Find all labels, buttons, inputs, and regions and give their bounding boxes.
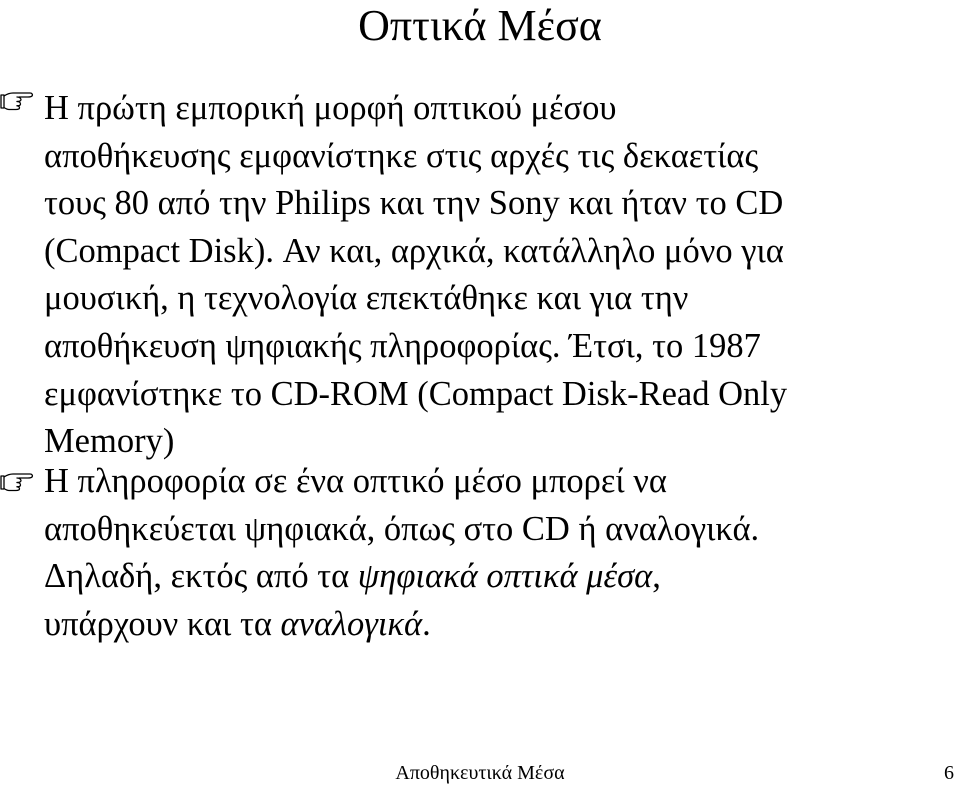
pointing-hand-icon <box>0 86 36 116</box>
text-line <box>44 601 956 649</box>
text-line: εμφανίστηκε το CD-ROM (Compact Disk-Read Only <box>44 374 788 413</box>
page-number: 6 <box>944 762 954 784</box>
text-line: αποθήκευση ψηφιακής πληροφορίας. Έτσι, το 1987 <box>44 326 761 365</box>
text-line: (Compact Disk). Αν και, αρχικά, κατάλληλο μόνο για <box>44 231 784 270</box>
text-line: αποθήκευσης εμφανίστηκε στις αρχές τις δεκαετίας <box>44 136 759 175</box>
slide-title: Οπτικά Μέσα <box>358 1 602 50</box>
emphasis-text: αναλογικά <box>280 604 423 643</box>
footer-title: Αποθηκευτικά Μέσα <box>395 762 565 784</box>
text-plain: . <box>422 604 431 643</box>
bullet-text-1 <box>44 85 956 466</box>
text-plain: , <box>652 557 661 596</box>
text-line: Η πρώτη εμπορική μορφή οπτικού μέσου <box>44 89 617 127</box>
emphasis-text: ψηφιακά οπτικά μέσα <box>357 557 653 596</box>
text-line: μουσική, η τεχνολογία επεκτάθηκε και για την <box>44 279 689 318</box>
bullet-text-2 <box>44 458 956 648</box>
text-line <box>44 553 956 601</box>
text-line: Η πληροφορία σε ένα οπτικό μέσο μπορεί να <box>44 462 667 500</box>
pointing-hand-icon <box>0 467 36 497</box>
text-plain: υπάρχουν και τα <box>44 604 281 643</box>
text-line: αποθηκεύεται ψηφιακά, όπως στο CD ή αναλογικά. <box>44 509 760 548</box>
text-line: Memory) <box>44 422 175 461</box>
text-line: τους 80 από την Philips και την Sony και ήταν το CD <box>44 184 784 223</box>
text-plain: Δηλαδή, εκτός από τα <box>44 557 358 596</box>
